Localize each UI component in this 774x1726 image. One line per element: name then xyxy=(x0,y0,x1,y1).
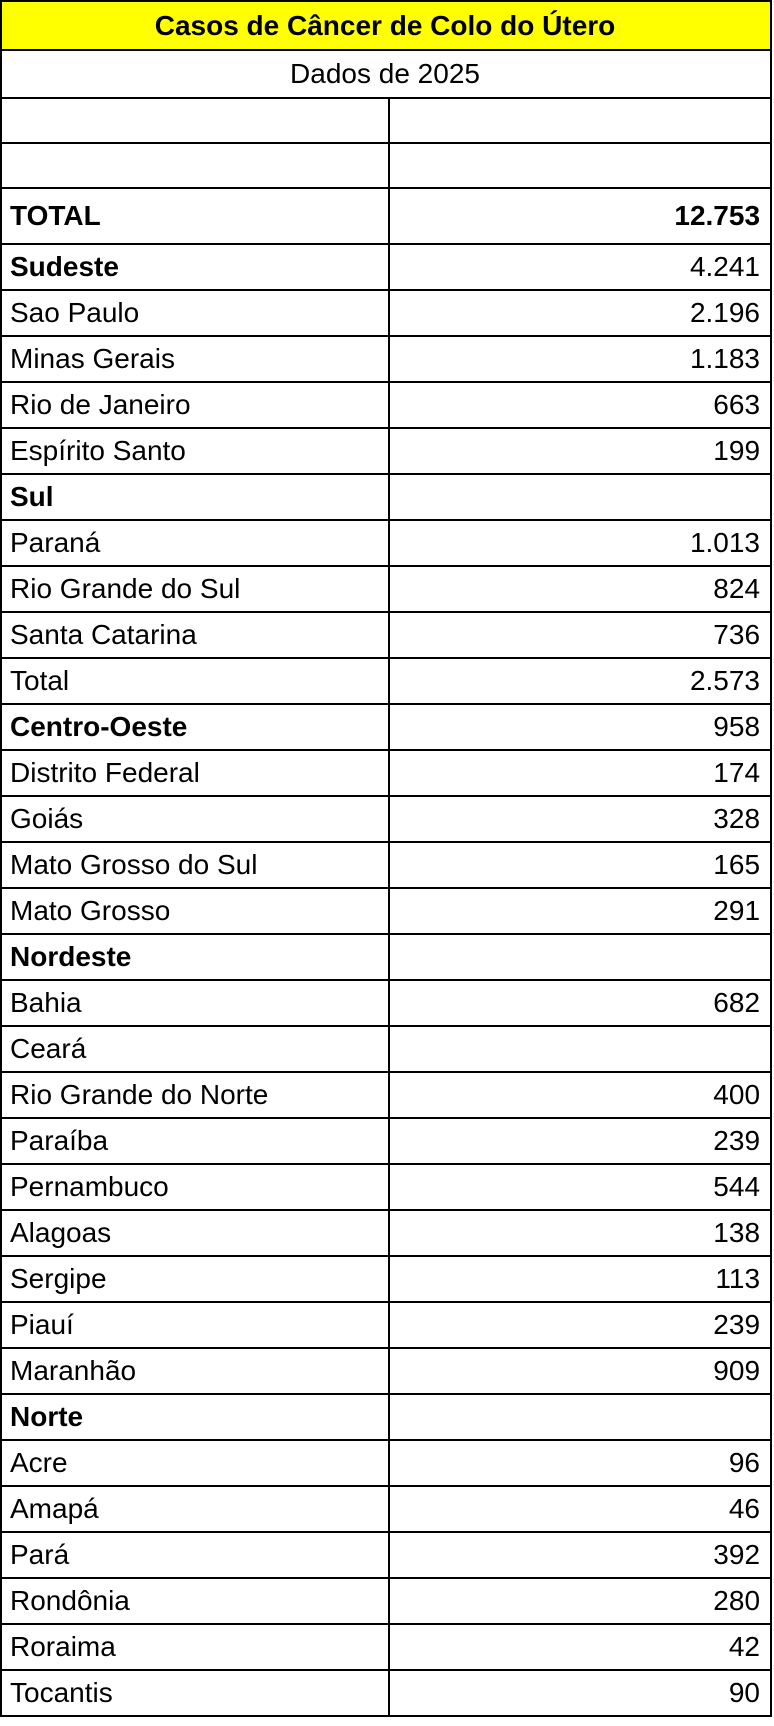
state-row xyxy=(1,336,771,382)
state-value-cell[interactable]: 165 xyxy=(389,842,771,888)
region-row xyxy=(1,244,771,290)
empty-cell[interactable] xyxy=(389,98,771,143)
state-row xyxy=(1,1440,771,1486)
state-row xyxy=(1,980,771,1026)
state-row xyxy=(1,750,771,796)
state-row xyxy=(1,612,771,658)
state-row xyxy=(1,888,771,934)
state-label-cell[interactable]: Santa Catarina xyxy=(1,612,389,658)
state-row xyxy=(1,796,771,842)
region-value-cell[interactable] xyxy=(389,1394,771,1440)
grand-total-value[interactable]: 12.753 xyxy=(389,188,771,244)
state-label-cell[interactable]: Paraná xyxy=(1,520,389,566)
empty-row xyxy=(1,98,771,143)
state-value-cell[interactable]: 239 xyxy=(389,1302,771,1348)
state-value-cell[interactable]: 96 xyxy=(389,1440,771,1486)
sheet-title[interactable]: Casos de Câncer de Colo do Útero xyxy=(1,1,771,50)
state-value-cell[interactable] xyxy=(389,1026,771,1072)
state-row xyxy=(1,1486,771,1532)
state-value-cell[interactable]: 138 xyxy=(389,1210,771,1256)
state-value-cell[interactable]: 42 xyxy=(389,1624,771,1670)
state-row xyxy=(1,290,771,336)
state-value-cell[interactable]: 291 xyxy=(389,888,771,934)
state-value-cell[interactable]: 400 xyxy=(389,1072,771,1118)
state-value-cell[interactable]: 663 xyxy=(389,382,771,428)
state-label-cell[interactable]: Rio Grande do Sul xyxy=(1,566,389,612)
state-value-cell[interactable]: 2.196 xyxy=(389,290,771,336)
region-value-cell[interactable] xyxy=(389,934,771,980)
subtitle-row xyxy=(1,50,771,98)
state-label-cell[interactable]: Rio Grande do Norte xyxy=(1,1072,389,1118)
state-label-cell[interactable]: Distrito Federal xyxy=(1,750,389,796)
state-label-cell[interactable]: Pernambuco xyxy=(1,1164,389,1210)
state-label-cell[interactable]: Rondônia xyxy=(1,1578,389,1624)
state-value-cell[interactable]: 90 xyxy=(389,1670,771,1716)
region-row xyxy=(1,704,771,750)
region-value-cell[interactable] xyxy=(389,474,771,520)
state-value-cell[interactable]: 46 xyxy=(389,1486,771,1532)
state-row xyxy=(1,1118,771,1164)
state-row xyxy=(1,1072,771,1118)
state-value-cell[interactable]: 544 xyxy=(389,1164,771,1210)
state-row xyxy=(1,382,771,428)
state-row xyxy=(1,520,771,566)
state-label-cell[interactable]: Acre xyxy=(1,1440,389,1486)
state-row xyxy=(1,1210,771,1256)
state-label-cell[interactable]: Piauí xyxy=(1,1302,389,1348)
sheet-subtitle[interactable]: Dados de 2025 xyxy=(1,50,771,98)
state-value-cell[interactable]: 682 xyxy=(389,980,771,1026)
state-value-cell[interactable]: 328 xyxy=(389,796,771,842)
state-value-cell[interactable]: 2.573 xyxy=(389,658,771,704)
empty-cell[interactable] xyxy=(1,98,389,143)
state-row xyxy=(1,842,771,888)
state-row xyxy=(1,428,771,474)
state-label-cell[interactable]: Mato Grosso do Sul xyxy=(1,842,389,888)
state-value-cell[interactable]: 1.183 xyxy=(389,336,771,382)
state-row xyxy=(1,1256,771,1302)
title-row xyxy=(1,1,771,50)
region-row xyxy=(1,934,771,980)
region-row xyxy=(1,474,771,520)
state-row xyxy=(1,1578,771,1624)
state-value-cell[interactable]: 113 xyxy=(389,1256,771,1302)
region-label-cell[interactable]: Sul xyxy=(1,474,389,520)
state-label-cell[interactable]: Alagoas xyxy=(1,1210,389,1256)
state-value-cell[interactable]: 239 xyxy=(389,1118,771,1164)
state-value-cell[interactable]: 1.013 xyxy=(389,520,771,566)
region-label-cell[interactable]: Norte xyxy=(1,1394,389,1440)
state-row xyxy=(1,1348,771,1394)
state-label-cell[interactable]: Maranhão xyxy=(1,1348,389,1394)
state-row xyxy=(1,1164,771,1210)
state-row xyxy=(1,1670,771,1716)
grand-total-row xyxy=(1,188,771,244)
empty-row xyxy=(1,143,771,188)
state-label-cell[interactable]: Espírito Santo xyxy=(1,428,389,474)
state-value-cell[interactable]: 392 xyxy=(389,1532,771,1578)
state-value-cell[interactable]: 174 xyxy=(389,750,771,796)
empty-cell[interactable] xyxy=(389,143,771,188)
state-label-cell[interactable]: Minas Gerais xyxy=(1,336,389,382)
state-label-cell[interactable]: Tocantis xyxy=(1,1670,389,1716)
state-row xyxy=(1,658,771,704)
region-label-cell[interactable]: Sudeste xyxy=(1,244,389,290)
state-row xyxy=(1,1532,771,1578)
state-label-cell[interactable]: Roraima xyxy=(1,1624,389,1670)
state-value-cell[interactable]: 824 xyxy=(389,566,771,612)
state-value-cell[interactable]: 736 xyxy=(389,612,771,658)
region-value-cell[interactable]: 4.241 xyxy=(389,244,771,290)
state-value-cell[interactable]: 280 xyxy=(389,1578,771,1624)
empty-cell[interactable] xyxy=(1,143,389,188)
state-row xyxy=(1,566,771,612)
region-value-cell[interactable]: 958 xyxy=(389,704,771,750)
grand-total-label[interactable]: TOTAL xyxy=(1,188,389,244)
state-row xyxy=(1,1624,771,1670)
state-value-cell[interactable]: 909 xyxy=(389,1348,771,1394)
state-label-cell[interactable]: Goiás xyxy=(1,796,389,842)
state-label-cell[interactable]: Sergipe xyxy=(1,1256,389,1302)
state-label-cell[interactable]: Rio de Janeiro xyxy=(1,382,389,428)
state-label-cell[interactable]: Bahia xyxy=(1,980,389,1026)
region-label-cell[interactable]: Nordeste xyxy=(1,934,389,980)
region-label-cell[interactable]: Centro-Oeste xyxy=(1,704,389,750)
state-label-cell[interactable]: Sao Paulo xyxy=(1,290,389,336)
state-label-cell[interactable]: Ceará xyxy=(1,1026,389,1072)
state-label-cell[interactable]: Mato Grosso xyxy=(1,888,389,934)
state-label-cell[interactable]: Paraíba xyxy=(1,1118,389,1164)
state-label-cell[interactable]: Total xyxy=(1,658,389,704)
spreadsheet-body xyxy=(1,1,771,1716)
state-label-cell[interactable]: Amapá xyxy=(1,1486,389,1532)
state-row xyxy=(1,1302,771,1348)
region-row xyxy=(1,1394,771,1440)
state-label-cell[interactable]: Pará xyxy=(1,1532,389,1578)
state-row xyxy=(1,1026,771,1072)
state-value-cell[interactable]: 199 xyxy=(389,428,771,474)
